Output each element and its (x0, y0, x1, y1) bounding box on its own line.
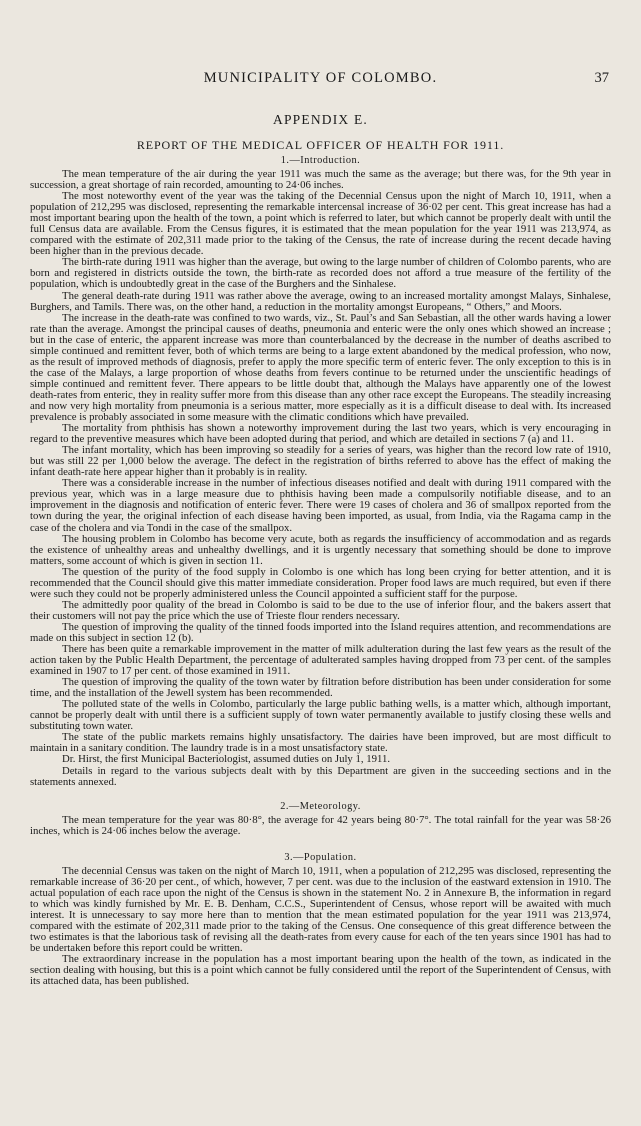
paragraph: Dr. Hirst, the first Municipal Bacteriologist, assumed duties on July 1, 1911. (62, 753, 391, 766)
paragraph: The admittedly poor quality of the bread in Colombo is said to be due to the use of inferior flour, and the bakers assert that their customers will not pay the price which the use of Trieste flour renders necessary. (30, 598, 611, 622)
paragraph: The question of improving the quality of the tinned foods imported into the Island requires attention, and recommendations are made on this subject in section 12 (b). (30, 620, 611, 644)
report-title: REPORT OF THE MEDICAL OFFICER OF HEALTH FOR 1911. (136, 138, 505, 152)
paragraph: There has been quite a remarkable improvement in the matter of milk adulteration during the last few years as the result of the action taken by the Public Health Department, the percentage of adulterated samples having dropped from 73 per cent. of the samples examined in 1907 to 17 per cent. of those examined in 1911. (30, 643, 611, 678)
paragraph: The question of improving the quality of the town water by filtration before distribution has been under consideration for some time, and the installation of the Jewell system has been recommended. (30, 676, 611, 700)
section-introduction (30, 155, 611, 788)
paragraph: There was a considerable increase in the number of infectious diseases notified and dealt with during 1911 compared with the previous year, which was in a large measure due to phthisis having been made a compulsorily notifiable disease, and to an improvement in the diagnosis and notification of enteric fever. There were 19 cases of cholera and 36 of smallpox reported from the town during the year, the original infection of each disease having been imported, as usual, from India, via the Ragama camp in the case of the cholera and via Tondi in the case of the smallpox. (30, 477, 611, 534)
running-header (30, 68, 611, 88)
paragraph: The birth-rate during 1911 was higher than the average, but owing to the large number of children of Colombo parents, who are born and registered in districts outside the town, the birth-rate as recorded does not afford a true measure of the fertility of the population, which is undoubtedly great in the case of the Burghers and the Sinhalese. (30, 256, 611, 291)
section-heading-meteorology: 2.—Meteorology. (280, 800, 361, 812)
paragraph: The mean temperature of the air during the year 1911 was much the same as the average; but there was, for the 9th year in succession, a great shortage of rain recorded, amounting to 24·06 inches. (30, 168, 611, 192)
running-title: MUNICIPALITY OF COLOMBO. (203, 70, 438, 86)
appendix-title: APPENDIX E. (273, 112, 368, 127)
paragraph: The infant mortality, which has been improving so steadily for a series of years, was higher than the record low rate of 1910, but was still 22 per 1,000 below the average. The defect in the registration of births referred to above has the effect of making the infant death-rate here appear higher than it probably is in reality. (30, 444, 611, 479)
paragraph: Details in regard to the various subjects dealt with by this Department are given in the succeeding sections and in the statements annexed. (30, 764, 611, 788)
paragraph: The general death-rate during 1911 was rather above the average, owing to an increased mortality amongst Malays, Sinhalese, Burghers, and Tamils. There was, on the other hand, a reduction in the mortality amongst Europeans, “ Others,” and Moors. (30, 289, 611, 313)
paragraph: The mean temperature for the year was 80·8°, the average for 42 years being 80·7°. The total rainfall for the year was 58·26 inches, which is 24·06 inches below the average. (30, 813, 611, 837)
section-heading-population: 3.—Population. (284, 851, 357, 863)
section-meteorology (30, 801, 611, 837)
paragraph: The increase in the death-rate was confined to two wards, viz., St. Paul’s and San Sebastian, all the other wards having a lower rate than the average. Amongst the principal causes of deaths, pneumonia and enteric were the only ones which showed an increase ; but in the case of enteric, the apparent increase was more than counterbalanced by the decrease in the number of deaths ascribed to simple continued and remittent fever, both of which terms are being to a large extent abandoned by the medical profession, who now, as the result of improved methods of diagnosis, prefer to apply the more specific term of enteric fever. The only exception to this is in the case of the Malays, a large proportion of whose deaths from fevers continue to be returned under the unscientific headings of simple continued and remittent fever. There appears to be little doubt that, although the Malays have apparently one of the lowest death-rates from enteric, they in reality suffer more from this disease than any other race except the Europeans. The steadily increasing and now very high mortality from pneumonia is a serious matter, more especially as it is a difficult disease to deal with. Its increased prevalence is probably associated in some measure with the climatic conditions which have prevailed. (30, 311, 611, 424)
paragraph: The decennial Census was taken on the night of March 10, 1911, when a population of 212,295 was disclosed, representing the remarkable increase of 36·20 per cent., of which, however, 7 per cent. was due to the inclusion of the eastward extension in 1910. The actual population of each race upon the night of the Census is shown in the statement No. 2 in Annexure B, the information in regard to which was kindly furnished by Mr. E. B. Denham, C.C.S., Superintendent of Census, whose report will be awaited with much interest. It is unnecessary to say more here than to mention that the mean estimated population for the year 1911 was 213,974, compared with the estimate of 202,311 made prior to the taking of the Census. One consequence of this great difference between the two estimates is that the laborious task of revising all the death-rates from every cause for each of the ten years since 1901 has had to be undertaken before this report could be written. (30, 864, 611, 955)
paragraph: The question of the purity of the food supply in Colombo is one which has long been crying for better attention, and it is recommended that the Council should give this matter immediate consideration. Proper food laws are much required, but even if there were such they could not be properly administered unless the Council appointed a sufficient staff for the purpose. (30, 565, 611, 600)
paragraph: The housing problem in Colombo has become very acute, both as regards the insufficiency of accommodation and as regards the existence of unhealthy areas and unhealthy dwellings, and it is urgently necessary that something should be done to improve matters, some account of which is given in section 11. (30, 532, 611, 567)
paragraph: The polluted state of the wells in Colombo, particularly the large public bathing wells, is a matter which, although important, cannot be properly dealt with until there is a sufficient supply of town water permanently available to justify closing these wells and substituting town water. (30, 698, 611, 733)
section-population (30, 852, 611, 988)
section-heading-introduction: 1.—Introduction. (280, 155, 361, 166)
page-number: 37 (594, 70, 609, 86)
paragraph: The extraordinary increase in the population has a most important bearing upon the health of the town, as indicated in the section dealing with housing, but this is a point which cannot be fully considered until the report of the Superintendent of Census, with its attached data, has been published. (30, 953, 611, 988)
paragraph: The most noteworthy event of the year was the taking of the Decennial Census upon the night of March 10, 1911, when a population of 212,295 was disclosed, representing the remarkable intercensal increase of 36·02 per cent. This great increase has had a most important bearing upon the health of the town, a point which is referred to later, but which cannot be properly dealt with until the full Census data are available. From the Census figures, it is estimated that the mean population for the year 1911 was 213,974, as compared with the estimate of 202,311 made prior to the taking of the Census, the rate of increase during the recent decade having been higher than in the previous decade. (30, 190, 611, 258)
paragraph: The state of the public markets remains highly unsatisfactory. The dairies have been improved, but are most difficult to maintain in a sanitary condition. The laundry trade is in a most unsatisfactory state. (30, 731, 611, 755)
paragraph: The mortality from phthisis has shown a noteworthy improvement during the last two years, which is very encouraging in regard to the preventive measures which have been adopted during that period, and which are detailed in sections 7 (a) and 11. (30, 422, 611, 446)
